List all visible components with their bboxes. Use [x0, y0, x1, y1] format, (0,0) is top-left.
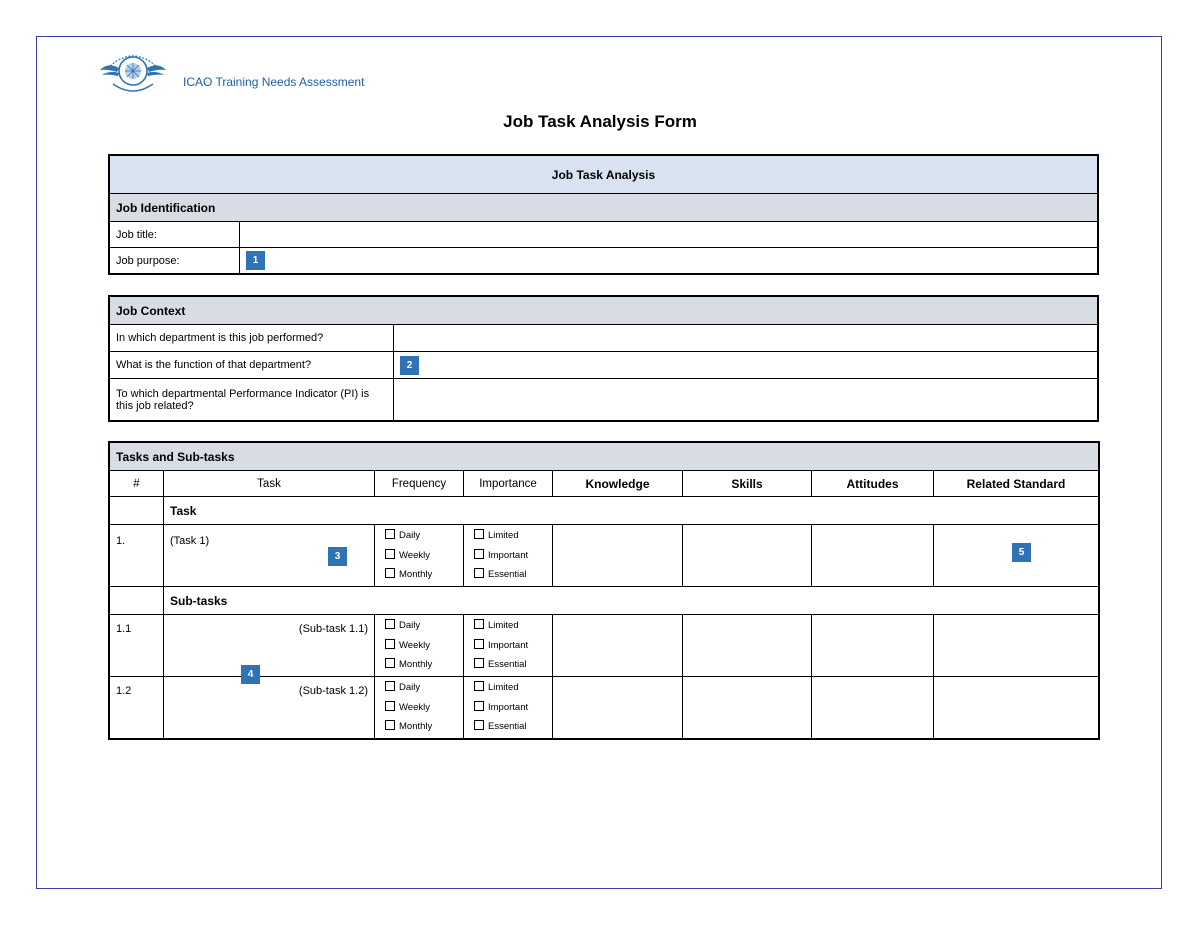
callout-badge-1: 1 [246, 251, 265, 270]
checkbox-limited[interactable]: Limited [474, 616, 546, 636]
col-knowledge: Knowledge [553, 471, 683, 497]
skills-cell[interactable] [683, 677, 812, 739]
subtask-text: (Sub-task 1.1) [298, 623, 368, 635]
standard-cell[interactable] [934, 677, 1099, 739]
page-title: Job Task Analysis Form [503, 112, 697, 131]
subtask-group-label: Sub-tasks [164, 587, 1099, 615]
checkbox-limited[interactable]: Limited [474, 678, 546, 698]
checkbox-limited[interactable]: Limited [474, 526, 546, 546]
checkbox-weekly[interactable]: Weekly [385, 636, 457, 656]
frequency-options [375, 525, 464, 587]
importance-options [464, 615, 553, 677]
task-text: (Task 1) [170, 535, 210, 547]
task-cell[interactable] [164, 525, 375, 587]
col-task: Task [164, 471, 375, 497]
standard-cell[interactable] [934, 525, 1099, 587]
checkbox-weekly[interactable]: Weekly [385, 698, 457, 718]
col-skills: Skills [683, 471, 812, 497]
job-purpose-field[interactable] [240, 248, 1098, 274]
function-field[interactable] [394, 352, 1098, 379]
subtask-cell[interactable] [164, 615, 375, 680]
skills-cell[interactable] [683, 525, 812, 587]
col-num: # [110, 471, 164, 497]
table-row [110, 615, 1099, 677]
attitudes-cell[interactable] [812, 677, 934, 739]
callout-badge-2: 2 [400, 356, 419, 375]
subtask-text: (Sub-task 1.2) [298, 685, 368, 697]
checkbox-important[interactable]: Important [474, 546, 546, 566]
job-title-label: Job title: [110, 222, 240, 248]
row-num: 1.1 [110, 615, 164, 677]
row-num: 1. [110, 525, 164, 587]
tasks-table [109, 442, 1099, 739]
checkbox-daily[interactable]: Daily [385, 526, 457, 546]
table-row [110, 525, 1099, 587]
job-analysis-heading: Job Task Analysis [110, 156, 1098, 194]
col-frequency: Frequency [375, 471, 464, 497]
checkbox-daily[interactable]: Daily [385, 678, 457, 698]
col-standard: Related Standard [934, 471, 1099, 497]
callout-badge-4: 4 [241, 665, 260, 684]
checkbox-essential[interactable]: Essential [474, 565, 546, 585]
function-question: What is the function of that department? [110, 352, 394, 379]
checkbox-weekly[interactable]: Weekly [385, 546, 457, 566]
tasks-heading: Tasks and Sub-tasks [110, 443, 1099, 471]
checkbox-essential[interactable]: Essential [474, 717, 546, 737]
importance-options [464, 525, 553, 587]
job-identification-heading: Job Identification [110, 194, 1098, 222]
row-num: 1.2 [110, 677, 164, 739]
subtask-cell[interactable] [164, 677, 375, 739]
pi-question: To which departmental Performance Indicator (PI) is this job related? [110, 379, 394, 421]
col-attitudes: Attitudes [812, 471, 934, 497]
skills-cell[interactable] [683, 615, 812, 677]
job-context-heading: Job Context [110, 297, 1098, 325]
standard-cell[interactable] [934, 615, 1099, 677]
job-purpose-label: Job purpose: [110, 248, 240, 274]
knowledge-cell[interactable] [553, 525, 683, 587]
pi-field[interactable] [394, 379, 1098, 421]
icao-logo [98, 44, 168, 96]
checkbox-important[interactable]: Important [474, 698, 546, 718]
job-context-table [109, 296, 1098, 421]
frequency-options [375, 677, 464, 739]
job-title-field[interactable] [240, 222, 1098, 248]
department-field[interactable] [394, 325, 1098, 352]
col-importance: Importance [464, 471, 553, 497]
knowledge-cell[interactable] [553, 615, 683, 677]
table-row [110, 677, 1099, 739]
knowledge-cell[interactable] [553, 677, 683, 739]
department-question: In which department is this job performed? [110, 325, 394, 352]
checkbox-monthly[interactable]: Monthly [385, 717, 457, 737]
checkbox-monthly[interactable]: Monthly [385, 655, 457, 675]
checkbox-important[interactable]: Important [474, 636, 546, 656]
checkbox-essential[interactable]: Essential [474, 655, 546, 675]
checkbox-daily[interactable]: Daily [385, 616, 457, 636]
importance-options [464, 677, 553, 739]
job-identification-table [109, 155, 1098, 274]
attitudes-cell[interactable] [812, 615, 934, 677]
brand-title: ICAO Training Needs Assessment [183, 75, 365, 89]
checkbox-monthly[interactable]: Monthly [385, 565, 457, 585]
callout-badge-5: 5 [1012, 543, 1031, 562]
task-group-label: Task [164, 497, 1099, 525]
attitudes-cell[interactable] [812, 525, 934, 587]
callout-badge-3: 3 [328, 547, 347, 566]
frequency-options [375, 615, 464, 677]
